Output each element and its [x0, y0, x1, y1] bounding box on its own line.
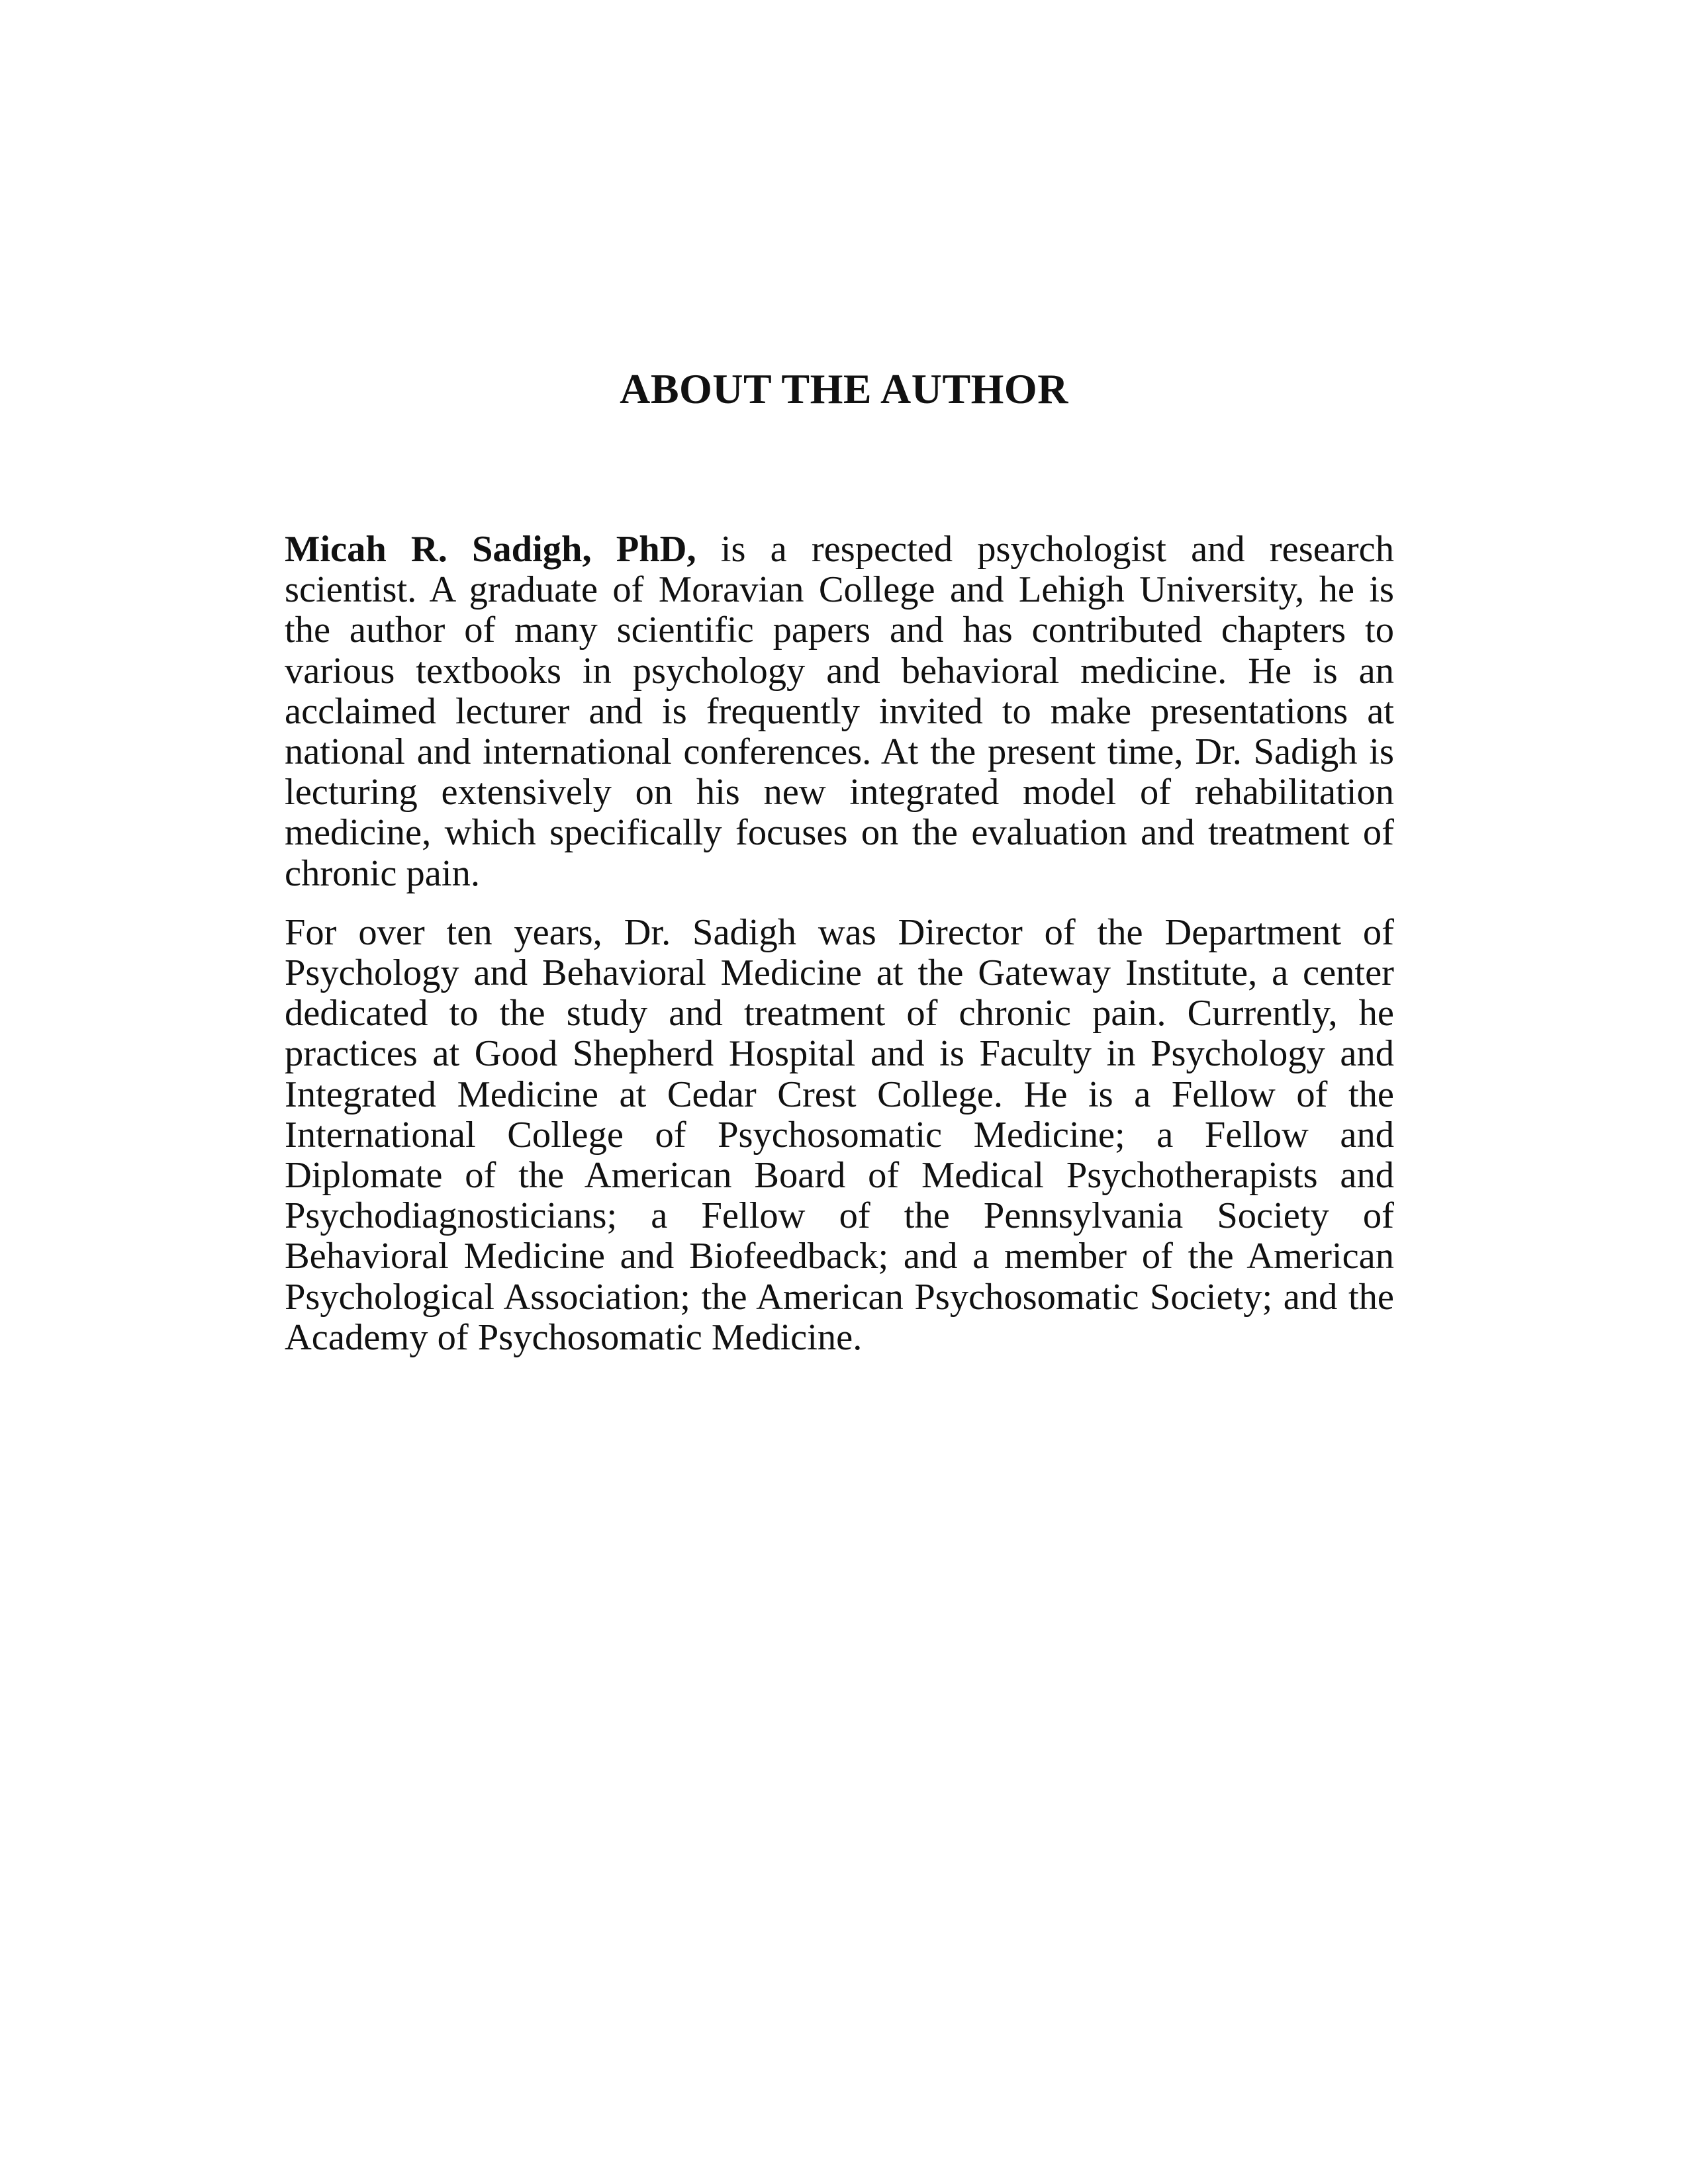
page-title: ABOUT THE AUTHOR	[620, 365, 1068, 412]
bio-paragraph-2: For over ten years, Dr. Sadigh was Director of the Department of Psychology and Behavioral Medicine at the Gateway Institute, a center dedicated to the study and treatment of chronic pain. Currently, he practices at Good Shepherd Hospital and is Faculty in Psychology and Integrated Medicine at Cedar Crest College. He is a Fellow of the International College of Psychosomatic Medicine; a Fellow and Diplomate of the American Board of Medical Psychotherapists and Psychodiagnosticians; a Fellow of the Pennsylvania Society of Behavioral Medicine and Biofeedback; and a member of the American Psychological Association; the American Psychosomatic Society; and the Academy of Psychosomatic Medicine.	[285, 911, 1394, 1358]
author-name: Micah R. Sadigh, PhD,	[285, 529, 696, 570]
author-bio	[285, 529, 1394, 1377]
bio-paragraph-1-text: is a respected psychologist and research scientist. A graduate of Moravian College and Lehigh University, he is the author of many scientific papers and has contributed chapters to various textbooks in psychology and behavioral medicine. He is an acclaimed lecturer and is frequently invited to make presentations at national and international conferences. At the present time, Dr. Sadigh is lecturing extensively on his new integrated model of rehabilitation medicine, which specifically focuses on the evaluation and treatment of chronic pain.	[285, 529, 1394, 894]
bio-paragraph-1	[285, 529, 1394, 894]
